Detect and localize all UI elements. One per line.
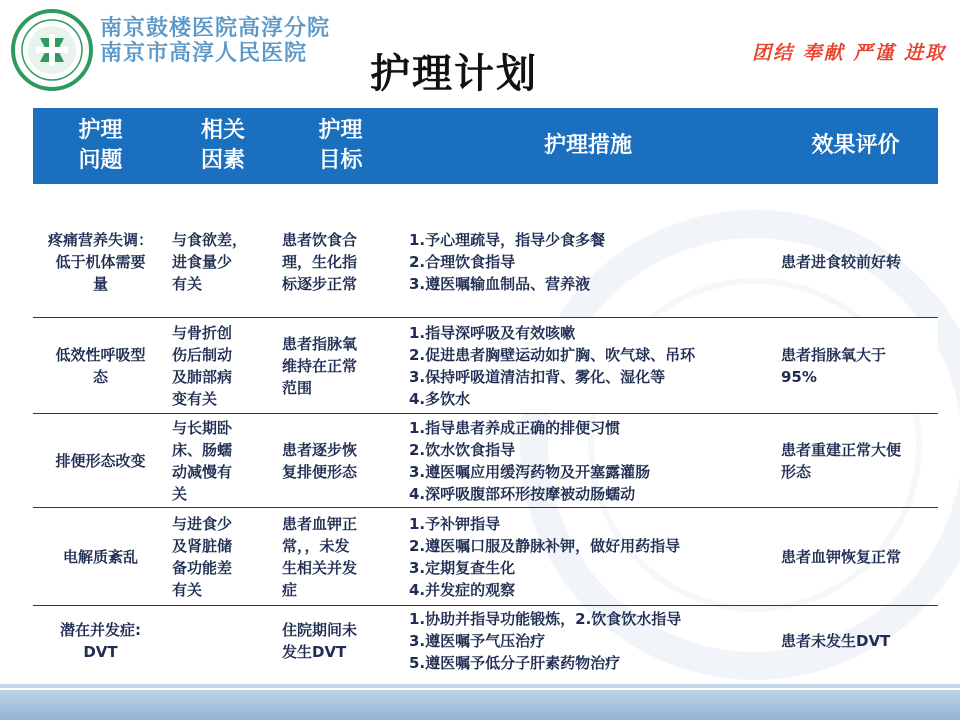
- header-factor-line: 因素: [200, 148, 245, 173]
- cell-evaluation-line: 患者指脉氧大于: [781, 345, 887, 364]
- cell-measures-line: 3.遵医嘱应用缓泻药物及开塞露灌肠: [409, 462, 651, 481]
- cell-goal: [278, 606, 403, 676]
- cell-measures: [403, 414, 773, 507]
- table-header-row: [33, 108, 938, 184]
- cell-evaluation-line: 患者血钾恢复正常: [781, 547, 902, 566]
- cell-factor: [168, 206, 278, 317]
- cell-measures-line: 3.遵医嘱输血制品、营养液: [409, 274, 591, 293]
- table-row: [33, 606, 938, 676]
- cell-factor-line: 关: [172, 484, 188, 503]
- cell-measures-line: 5.遵医嘱予低分子肝素药物治疗: [409, 654, 621, 672]
- cell-goal-line: 常，，未发: [282, 536, 350, 555]
- cell-factor: [168, 606, 278, 676]
- cell-goal-line: 标逐步正常: [282, 274, 358, 293]
- cell-evaluation: [773, 414, 938, 507]
- table-row: [33, 206, 938, 318]
- cell-measures: [403, 606, 773, 676]
- cell-measures-line: 3.遵医嘱予气压治疗: [409, 632, 546, 650]
- cell-problem: [33, 508, 168, 605]
- cell-factor-line: 备功能差: [172, 558, 233, 577]
- cell-goal-line: 症: [282, 580, 298, 599]
- cell-problem-line: DVT: [83, 643, 118, 661]
- cell-problem-line: 低效性呼吸型: [55, 345, 146, 364]
- header-factor: [168, 108, 278, 184]
- cell-evaluation-line: 形态: [781, 462, 812, 481]
- cell-goal-line: 患者血钾正: [282, 514, 358, 533]
- cell-problem: [33, 318, 168, 413]
- cell-goal: [278, 206, 403, 317]
- cell-goal-line: 维持在正常: [282, 356, 358, 375]
- cell-factor-line: 及肺部病: [172, 367, 233, 386]
- cell-evaluation-line: 患者未发生DVT: [781, 632, 891, 650]
- cell-measures-line: 1.指导患者养成正确的排便习惯: [409, 418, 621, 437]
- header-goal-line: 护理: [318, 118, 363, 143]
- cell-factor-line: 与食欲差，: [172, 230, 248, 249]
- header-measures-line: 护理措施: [543, 133, 632, 158]
- cell-measures-line: 4.深呼吸腹部环形按摩被动肠蠕动: [409, 484, 636, 503]
- cell-goal-line: 范围: [282, 378, 313, 397]
- cell-evaluation: [773, 318, 938, 413]
- cell-factor-line: 动减慢有: [172, 462, 233, 481]
- cell-factor-line: 及肾脏储: [172, 536, 233, 555]
- cell-problem: [33, 206, 168, 317]
- table-row: [33, 318, 938, 414]
- cell-evaluation: [773, 206, 938, 317]
- header-problem-line: 问题: [78, 148, 123, 173]
- header-goal-line: 目标: [318, 148, 363, 173]
- cell-problem: [33, 414, 168, 507]
- cell-evaluation-line: 95%: [781, 367, 817, 386]
- cell-problem-line: 电解质紊乱: [62, 547, 138, 566]
- cell-measures-line: 1.予补钾指导: [409, 514, 501, 533]
- hospital-name-line1: 南京鼓楼医院高淳分院: [100, 16, 331, 41]
- hospital-logo-icon: [10, 8, 94, 92]
- cell-factor-line: 与进食少: [172, 514, 233, 533]
- cell-problem-line: 排便形态改变: [55, 451, 146, 470]
- header-goal: [278, 108, 403, 184]
- cell-factor-line: 有关: [172, 274, 203, 293]
- cell-goal-line: 复排便形态: [282, 462, 358, 481]
- table-body: [33, 206, 938, 676]
- header-evaluation: [773, 108, 938, 184]
- cell-evaluation: [773, 606, 938, 676]
- footer-divider: [0, 688, 960, 690]
- cell-measures-line: 1.予心理疏导，指导少食多餐: [409, 230, 606, 249]
- cell-measures-line: 1.指导深呼吸及有效咳嗽: [409, 323, 576, 342]
- cell-evaluation: [773, 508, 938, 605]
- page-title: 护理计划: [370, 51, 538, 97]
- cell-goal-line: 患者逐步恢: [282, 440, 358, 459]
- cell-goal-line: 住院期间未: [282, 621, 358, 639]
- cell-problem-line: 量: [92, 274, 108, 293]
- cell-factor-line: 进食量少: [172, 252, 233, 271]
- table-row: [33, 508, 938, 606]
- cell-goal: [278, 508, 403, 605]
- header-problem: [33, 108, 168, 184]
- cell-measures: [403, 318, 773, 413]
- cell-factor-line: 变有关: [172, 389, 218, 408]
- cell-goal-line: 理，生化指: [282, 252, 358, 271]
- cell-goal-line: 患者饮食合: [282, 230, 358, 249]
- cell-measures-line: 4.多饮水: [409, 389, 471, 408]
- cell-measures-line: 2.促进患者胸壁运动如扩胸、吹气球、吊环: [409, 345, 696, 364]
- cell-measures-line: 3.保持呼吸道清洁扣背、雾化、湿化等: [409, 367, 666, 386]
- header-factor-line: 相关: [200, 118, 245, 143]
- cell-goal: [278, 318, 403, 413]
- header-evaluation-line: 效果评价: [811, 133, 900, 158]
- cell-evaluation-line: 患者进食较前好转: [781, 252, 902, 271]
- cell-factor-line: 伤后制动: [172, 345, 233, 364]
- cell-measures-line: 2.遵医嘱口服及静脉补钾，做好用药指导: [409, 536, 681, 555]
- cell-measures-line: 4.并发症的观察: [409, 580, 516, 599]
- cell-problem: [33, 606, 168, 676]
- cell-goal-line: 发生DVT: [282, 643, 347, 661]
- cell-problem-line: 态: [92, 367, 108, 386]
- cell-measures-line: 1.协助并指导功能锻炼，2.饮食饮水指导: [409, 610, 682, 628]
- cell-goal: [278, 414, 403, 507]
- cell-measures: [403, 206, 773, 317]
- cell-problem-line: 疼痛营养失调：: [47, 230, 153, 249]
- cell-goal-line: 生相关并发: [282, 558, 358, 577]
- cell-goal-line: 患者指脉氧: [282, 334, 358, 353]
- slogan: 团结 奉献 严谨 进取: [752, 42, 946, 64]
- cell-factor-line: 有关: [172, 580, 203, 599]
- table-row: [33, 414, 938, 508]
- cell-problem-line: 潜在并发症:: [60, 621, 141, 639]
- cell-factor: [168, 508, 278, 605]
- cell-problem-line: 低于机体需要: [55, 252, 146, 271]
- cell-factor-line: 床、肠蠕: [172, 440, 233, 459]
- cell-measures-line: 2.合理饮食指导: [409, 252, 516, 271]
- header-measures: [403, 108, 773, 184]
- nursing-plan-table: [33, 108, 938, 676]
- cell-factor: [168, 414, 278, 507]
- cell-measures-line: 3.定期复查生化: [409, 558, 516, 577]
- cell-measures-line: 2.饮水饮食指导: [409, 440, 516, 459]
- hospital-name: [100, 16, 330, 66]
- header-problem-line: 护理: [78, 118, 123, 143]
- cell-factor-line: 与长期卧: [172, 418, 233, 437]
- hospital-name-line2: 南京市高淳人民医院: [100, 41, 308, 66]
- cell-factor-line: 与骨折创: [172, 323, 233, 342]
- cell-evaluation-line: 患者重建正常大便: [781, 440, 902, 459]
- cell-measures: [403, 508, 773, 605]
- cell-factor: [168, 318, 278, 413]
